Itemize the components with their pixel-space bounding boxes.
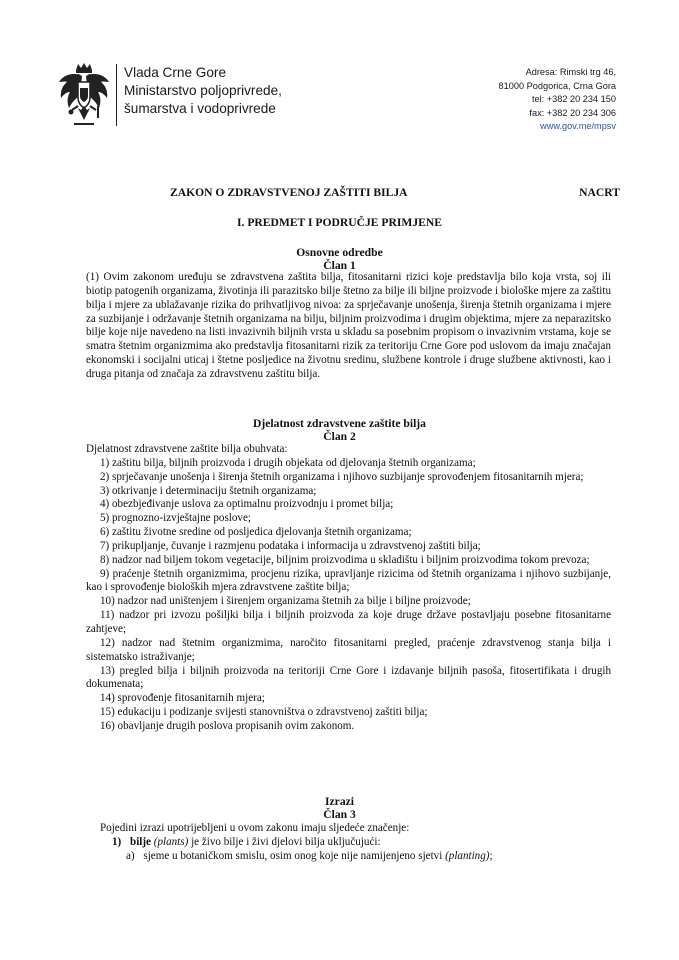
contact-block bbox=[499, 66, 616, 134]
website-link[interactable]: www.gov.me/mpsv bbox=[540, 121, 616, 132]
list-item: 1) zaštitu bilja, biljnih proizvoda i drugih objekata od djelovanja štetnih organizama; bbox=[100, 456, 476, 469]
header-divider bbox=[116, 64, 117, 126]
term-plants bbox=[86, 836, 611, 850]
term-sub-a bbox=[86, 850, 611, 864]
article2-heading: Djelatnost zdravstvene zaštite bilja bbox=[253, 417, 426, 430]
article2-list bbox=[86, 443, 611, 734]
article3-label: Član 3 bbox=[323, 808, 356, 821]
chapter-title: I. PREDMET I PODRUČJE PRIMJENE bbox=[237, 216, 442, 229]
ministry-line-2: Ministarstvo poljoprivrede, bbox=[124, 83, 282, 98]
list-item: 2) sprječavanje unošenja i širenja štetnih organizama i njihovo suzbijanje sprovođenjem fitosanitarnih mjera; bbox=[100, 470, 584, 483]
article3-intro: Pojedini izrazi upotrijebljeni u ovom zakonu imaju sljedeće značenje: bbox=[100, 822, 410, 834]
city: 81000 Podgorica, Crna Gora bbox=[498, 80, 616, 91]
list-item: 9) praćenje štetnih organizmima, procjenu rizika, upravljanje rizicima od štetnih organizama i njihovo suzbijanje, kao i sprovođenje bioloških mjera zdravstvene zaštite bilja; bbox=[86, 567, 611, 594]
article1-heading: Osnovne odredbe bbox=[296, 246, 383, 259]
coat-of-arms-icon bbox=[56, 62, 112, 132]
list-item: 6) zaštitu životne sredine od posljedica djelovanja štetnih organizama; bbox=[100, 526, 412, 539]
ministry-line-1: Vlada Crne Gore bbox=[124, 65, 227, 80]
term-number: 1) bbox=[112, 835, 122, 848]
list-item: 7) prikupljanje, čuvanje i razmjenu podataka i informacija u zdravstvenoj zaštiti bilja; bbox=[100, 539, 481, 552]
article1-label: Član 1 bbox=[323, 259, 356, 272]
fax: fax: +382 20 234 306 bbox=[529, 107, 616, 118]
list-item: 8) nadzor nad biljem tokom vegetacije, biljnim proizvodima u skladištu i biljnim proizvodima tokom prevoza; bbox=[100, 553, 590, 566]
article1-text: (1) Ovim zakonom uređuju se zdravstvena zaštita bilja, fitosanitarni rizici koje predstavlja bilo koja vrsta, soj ili biotip patogenih organizama, životinja ili parazitsko bilje štetno za bilje ili biljne proizvode i biološke mjere za zaštitu bilja i mjere za ublažavanje rizika do prihvatljivog nivoa: za sprječavanje unošenja, širenja štetnih organizama i mjere za suzbijanje i održavanje štetnih organizama na bilju, biljnim proizvodima i drugim objektima, mjere za neparazitsko bilje koje nije navedeno na listi invazivnih biljnih vrsta u skladu sa posebnim propisom o invazivnim vrstama, koje se smatra štetnim organizmima ako predstavlja fitosanitarni rizik za teritoriju Crne Gore pod uslovom da imaju značajan ekonomski i socijalni uticaj i štetne posljedice na životnu sredinu, službene kontrole i druge službene aktivnosti, kao i druga pitanja od značaja za zdravstvenu zaštitu bilja. bbox=[86, 271, 611, 380]
list-item: 16) obavljanje drugih poslova propisanih ovim zakonom. bbox=[100, 719, 355, 732]
draft-label: NACRT bbox=[579, 186, 620, 199]
sub-letter: a) bbox=[126, 849, 135, 862]
list-item: 14) sprovođenje fitosanitarnih mjera; bbox=[100, 692, 265, 705]
term-word: bilje bbox=[130, 835, 151, 848]
list-item: 5) prognozno-izvještajne poslove; bbox=[100, 512, 251, 525]
term-definition: je živo bilje i živi djelovi bilja uključujući: bbox=[191, 835, 381, 848]
article3-terms bbox=[86, 822, 611, 864]
ministry-name bbox=[124, 64, 282, 118]
address: Adresa: Rimski trg 46, bbox=[525, 67, 616, 77]
list-item: 10) nadzor nad uništenjem i širenjem organizama štetnih za bilje i biljne proizvode; bbox=[100, 595, 471, 608]
list-item: 11) nadzor pri izvozu pošiljki bilja i biljnih proizvoda za koje druge države postavljaju posebne fitosanitarne zahtjeve; bbox=[86, 609, 611, 635]
sub-end: ; bbox=[489, 849, 493, 862]
ministry-line-3: šumarstva i vodoprivrede bbox=[124, 101, 276, 116]
sub-english: (planting) bbox=[445, 849, 490, 862]
list-item: 4) obezbjeđivanje uslova za optimalnu proizvodnju i promet bilja; bbox=[100, 498, 394, 511]
list-item: 13) pregled bilja i biljnih proizvoda na teritoriji Crne Gore i izdavanje biljnih pasoša, fitosertifikata i drugih dokumenata; bbox=[86, 664, 611, 691]
article3-heading: Izrazi bbox=[325, 795, 354, 808]
phone: tel: +382 20 234 150 bbox=[531, 94, 616, 105]
list-item: 3) otkrivanje i determinaciju štetnih organizama; bbox=[100, 484, 317, 497]
list-item: 12) nadzor nad štetnim organizmima, naročito fitosanitarni pregled, praćenje zdravstvenog stanja bilja i sistematsko istraživanje; bbox=[86, 636, 611, 663]
article2-label: Član 2 bbox=[323, 430, 356, 443]
sub-text: sjeme u botaničkom smislu, osim onog koje nije namijenjeno sjetvi bbox=[143, 849, 443, 862]
term-english: (plants) bbox=[153, 835, 189, 848]
letterhead bbox=[56, 60, 636, 150]
list-item: 15) edukaciju i podizanje svijesti stanovništva o zdravstvenoj zaštiti bilja; bbox=[100, 706, 428, 719]
law-title: ZAKON O ZDRAVSTVENOJ ZAŠTITI BILJA bbox=[170, 186, 408, 199]
article2-intro: Djelatnost zdravstvene zaštite bilja obuhvata: bbox=[86, 443, 288, 455]
